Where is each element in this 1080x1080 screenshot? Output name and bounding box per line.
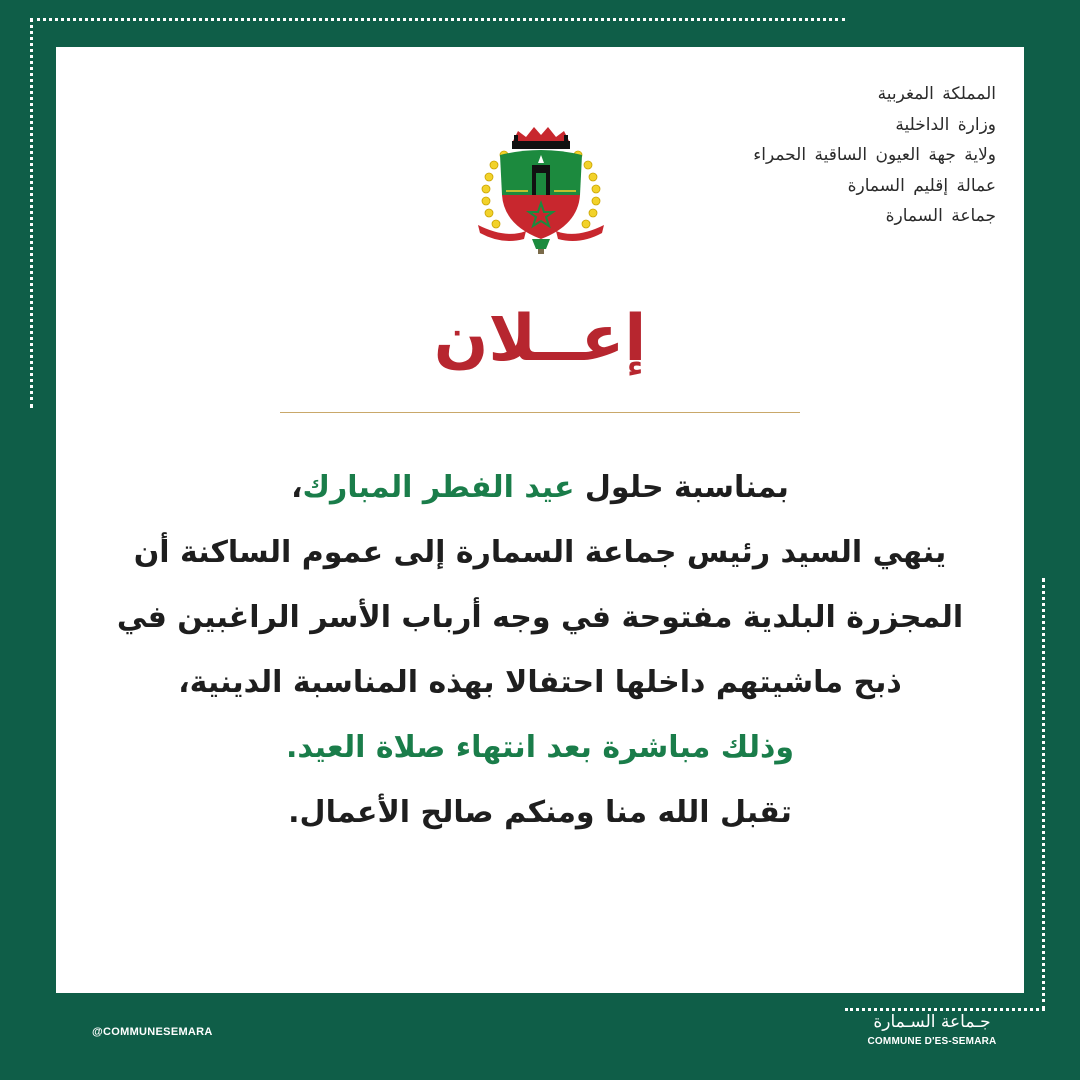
decorative-dotted-border-left	[30, 18, 33, 408]
occasion-highlight: عيد الفطر المبارك	[302, 470, 575, 505]
title-divider	[280, 412, 800, 413]
header-line-region: ولاية جهة العيون الساقية الحمراء	[753, 145, 996, 165]
announcement-card	[56, 47, 1024, 993]
occasion-prefix: بمناسبة حلول	[574, 470, 789, 505]
announcement-title: إعــلان	[433, 302, 647, 376]
decorative-dotted-border-right	[1042, 578, 1045, 1010]
body-line-4: ذبح ماشيتهم داخلها احتفالا بهذه المناسبة الدينية،	[178, 665, 902, 700]
header-line-commune: جماعة السمارة	[885, 206, 996, 226]
body-line-occasion	[76, 455, 1004, 520]
occasion-suffix: ،	[291, 470, 303, 505]
header-line-kingdom: المملكة المغربية	[877, 84, 996, 104]
issuing-authority-header	[753, 79, 996, 232]
decorative-dotted-border-top	[30, 18, 845, 21]
body-line-blessing: تقبل الله منا ومنكم صالح الأعمال.	[288, 795, 792, 830]
announcement-body	[76, 455, 1004, 845]
header-line-ministry: وزارة الداخلية	[895, 114, 996, 135]
body-line-timing: وذلك مباشرة بعد انتهاء صلاة العيد.	[285, 730, 795, 765]
municipal-coat-of-arms-icon	[466, 107, 616, 257]
footer-brand-french: COMMUNE D'ES-SEMARA	[867, 1036, 997, 1047]
body-line-2: ينهي السيد رئيس جماعة السمارة إلى عموم الساكنة أن	[133, 535, 947, 570]
social-handle: @COMMUNESEMARA	[92, 1026, 213, 1038]
footer-brand-arabic: جـماعة السـمارة	[873, 1012, 991, 1032]
body-line-3: المجزرة البلدية مفتوحة في وجه أرباب الأسر الراغبين في	[116, 600, 964, 635]
footer-brand	[862, 1010, 1002, 1050]
header-line-province: عمالة إقليم السمارة	[847, 175, 996, 196]
